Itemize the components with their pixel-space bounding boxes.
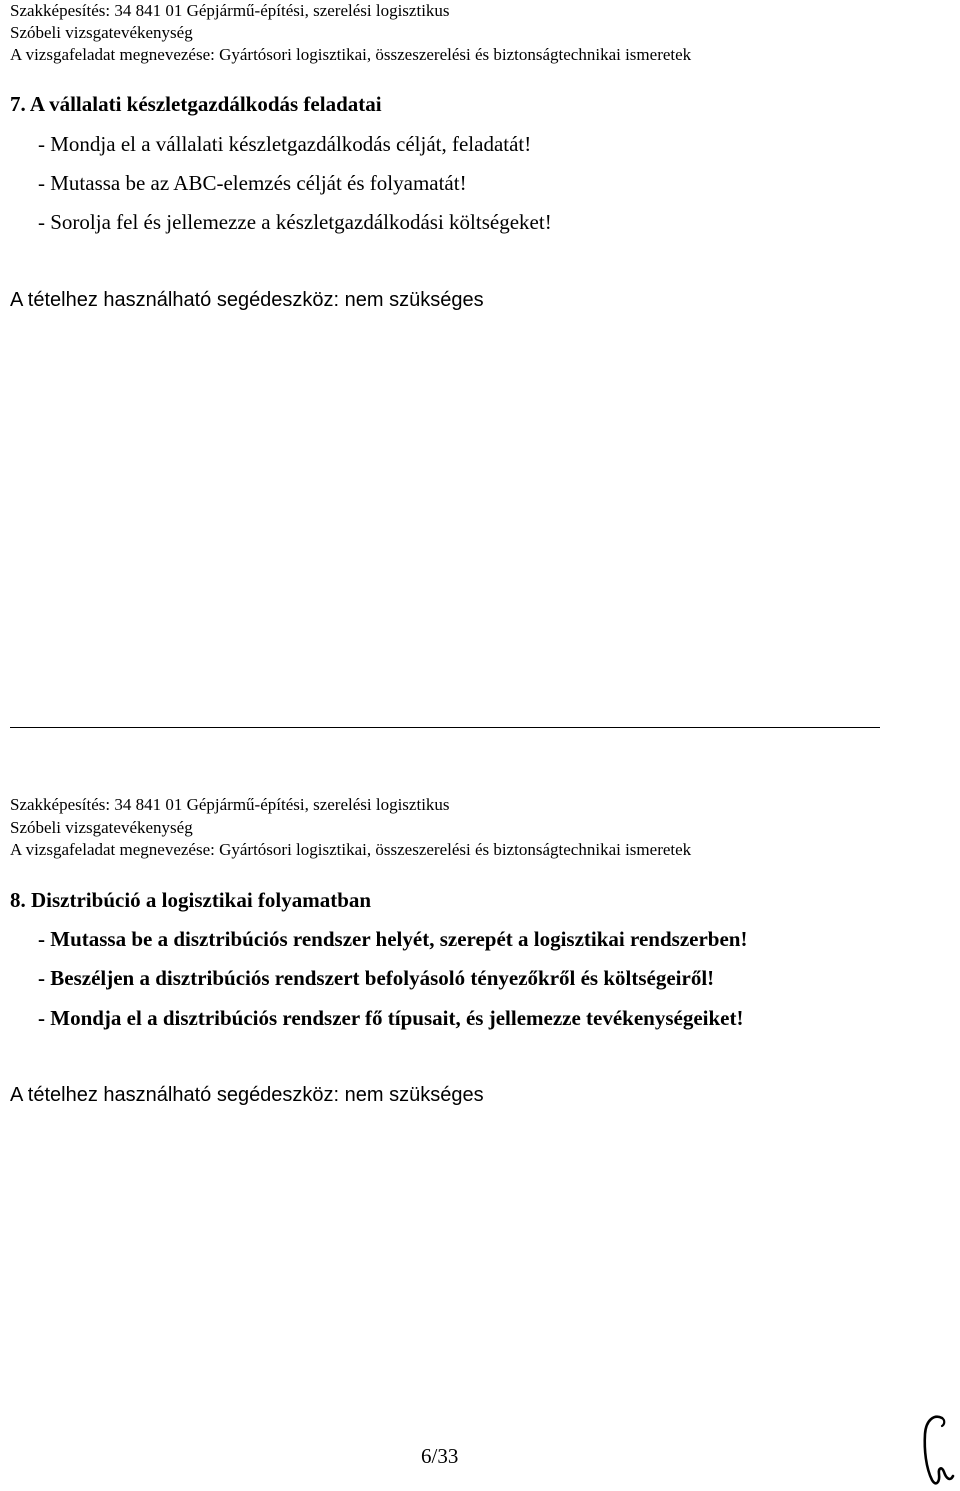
topic-8-tool-note: A tételhez használható segédeszköz: nem szükséges [10,1084,484,1106]
topic-8-task-3: - Mondja el a disztribúciós rendszer fő típusait, és jellemezze tevékenységeiket! [38,1006,744,1030]
topic-8-task-2: - Beszéljen a disztribúciós rendszert befolyásoló tényezőkről és költségeiről! [38,966,715,990]
section-divider [10,727,880,728]
topic-7-tool-note: A tételhez használható segédeszköz: nem szükséges [10,289,484,311]
exam-header-task-name: A vizsgafeladat megnevezése: Gyártósori logisztikai, összeszerelési és biztonságtechnikai ismeretek [10,45,692,64]
exam-header-qualification: Szakképesítés: 34 841 01 Gépjármű-építési, szerelési logisztikus [10,1,450,20]
topic-7-task-1: - Mondja el a vállalati készletgazdálkodás célját, feladatát! [38,132,532,156]
topic-7-title: 7. A vállalati készletgazdálkodás feladatai [10,92,382,116]
topic-8-task-1: - Mutassa be a disztribúciós rendszer helyét, szerepét a logisztikai rendszerben! [38,927,748,951]
exam-header-type: Szóbeli vizsgatevékenység [10,23,193,42]
exam-header-qualification-2: Szakképesítés: 34 841 01 Gépjármű-építési, szerelési logisztikus [10,795,450,814]
page-number: 6/33 [421,1444,459,1468]
exam-header-task-name-2: A vizsgafeladat megnevezése: Gyártósori logisztikai, összeszerelési és biztonságtechnikai ismeretek [10,840,692,859]
topic-7-task-3: - Sorolja fel és jellemezze a készletgazdálkodási költségeket! [38,210,552,234]
topic-8-title: 8. Disztribúció a logisztikai folyamatban [10,888,372,912]
handwritten-initial-mark [912,1410,956,1488]
topic-7-task-2: - Mutassa be az ABC-elemzés célját és folyamatát! [38,171,467,195]
exam-header-type-2: Szóbeli vizsgatevékenység [10,818,193,837]
